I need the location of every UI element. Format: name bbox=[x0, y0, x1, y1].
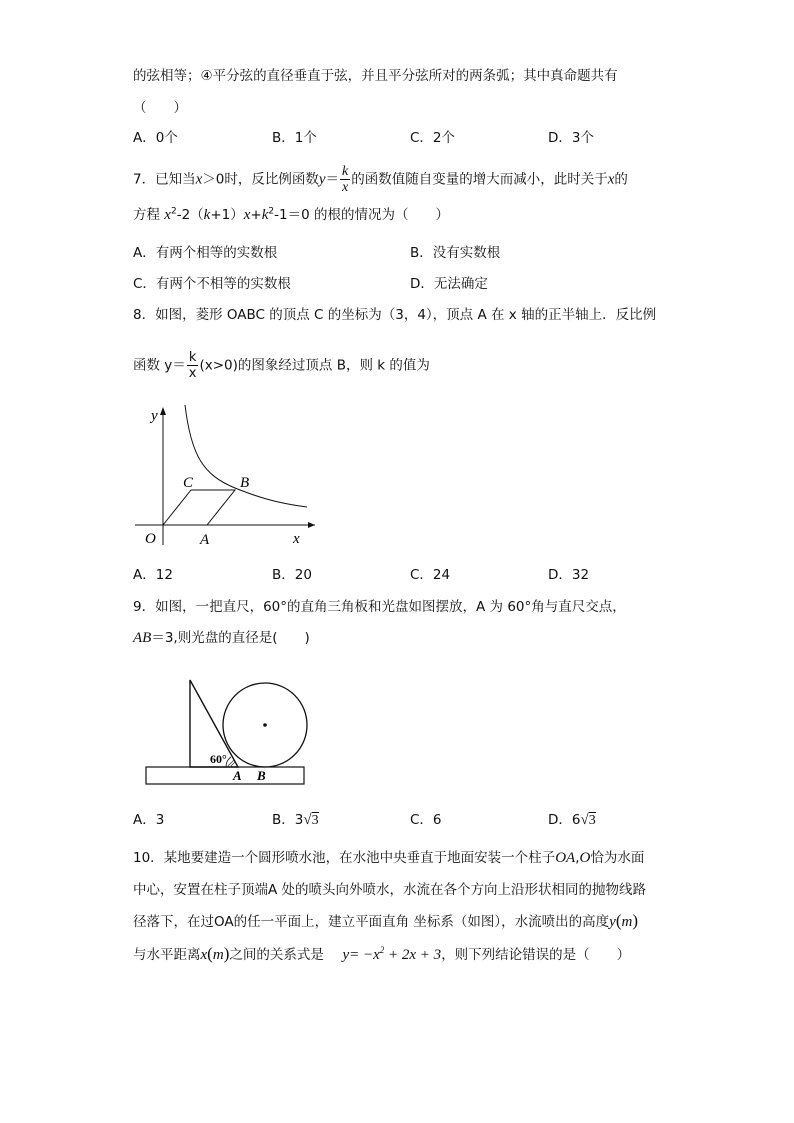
q8-stem-line2: 函数 y＝ $\frac{k}{x}$ (x>0)的图象经过顶点 B，则 k 的值为 bbox=[133, 350, 430, 381]
q7-fraction: $\frac{k}{x}$ bbox=[342, 164, 349, 195]
y-axis-label: y bbox=[151, 408, 158, 424]
q6-option-b: B．1个 bbox=[272, 130, 317, 146]
q7-option-b: B．没有实数根 bbox=[410, 245, 501, 261]
q10-stem-line4: 与水平距离x(m)之间的关系式是 $y= -x^2 + 2x + 3$，则下列结论错误的是（ ） bbox=[133, 944, 631, 963]
q10-stem-line3: 径落下，在过OA的任一平面上，建立平面直角 坐标系（如图），水流喷出的高度y(m) bbox=[133, 911, 639, 930]
q8-option-c: C．24 bbox=[410, 567, 451, 583]
q9-option-c: C．6 bbox=[410, 812, 442, 828]
origin-label: O bbox=[145, 531, 156, 547]
angle-label: 60° bbox=[210, 752, 227, 766]
q9-stem-line2: AB＝3,则光盘的直径是( ) bbox=[133, 630, 310, 646]
point-c-label: C bbox=[183, 475, 194, 491]
q8-stem-line1: 8．如图，菱形 OABC 的顶点 C 的坐标为（3，4），顶点 A 在 x 轴的正半轴上．反比例 bbox=[133, 307, 657, 323]
q8-fraction: $\frac{k}{x}$ bbox=[188, 350, 197, 381]
point-b-label: B bbox=[257, 768, 266, 783]
q6-option-c: C．2个 bbox=[410, 130, 456, 146]
q9-figure bbox=[140, 675, 310, 790]
q7-option-d: D．无法确定 bbox=[410, 276, 488, 292]
x-axis-label: x bbox=[293, 531, 300, 547]
point-a-label: A bbox=[200, 532, 210, 548]
q8-figure bbox=[125, 395, 325, 555]
q7-option-a: A．有两个相等的实数根 bbox=[133, 245, 278, 261]
q9-option-b: B．3√3 bbox=[272, 812, 319, 828]
q6-option-d: D．3个 bbox=[548, 130, 594, 146]
q8-option-a: A．12 bbox=[133, 567, 173, 583]
ruler bbox=[146, 767, 304, 784]
q6-option-a: A．0个 bbox=[133, 130, 178, 146]
q9-option-a: A．3 bbox=[133, 812, 165, 828]
q10-stem-line2: 中心，安置在柱子顶端A 处的喷头向外喷水，水流在各个方向上沿形状相同的抛物线路 bbox=[133, 882, 647, 898]
q7-stem-line1: 7．已知当x＞0时，反比例函数y＝ $\frac{k}{x}$ 的函数值随自变量的增大而减小，此时关于x的 bbox=[133, 164, 628, 195]
point-a-label: A bbox=[233, 768, 242, 783]
q9-option-d: D．6√3 bbox=[548, 812, 596, 828]
rhombus-oabc bbox=[163, 490, 235, 525]
point-b-label: B bbox=[240, 475, 250, 491]
q8-option-d: D．32 bbox=[548, 567, 590, 583]
hyperbola-curve bbox=[185, 405, 307, 507]
y-axis-arrow-icon bbox=[160, 407, 166, 415]
q6-answer-paren: （ ） bbox=[133, 100, 187, 116]
q7-stem-line2: 方程 $x^2-2(k+1)x+k^2-1=0$ 的根的情况为（ ） bbox=[133, 206, 449, 223]
q9-stem-line1: 9．如图，一把直尺，60°的直角三角板和光盘如图摆放，A 为 60°角与直尺交点， bbox=[133, 599, 626, 615]
disc-center-dot bbox=[263, 723, 267, 727]
q8-option-b: B．20 bbox=[272, 567, 312, 583]
q10-stem-line1: 10．某地要建造一个圆形喷水池，在水池中央垂直于地面安装一个柱子OA,O恰为水面 bbox=[133, 850, 645, 866]
x-axis-arrow-icon bbox=[308, 522, 315, 528]
q10-formula: $y= -x^2 + 2x + 3$ bbox=[342, 945, 442, 963]
q7-option-c: C．有两个不相等的实数根 bbox=[133, 276, 291, 292]
q6-line: 的弦相等；④平分弦的直径垂直于弦，并且平分弦所对的两条弧；其中真命题共有 bbox=[133, 68, 618, 84]
